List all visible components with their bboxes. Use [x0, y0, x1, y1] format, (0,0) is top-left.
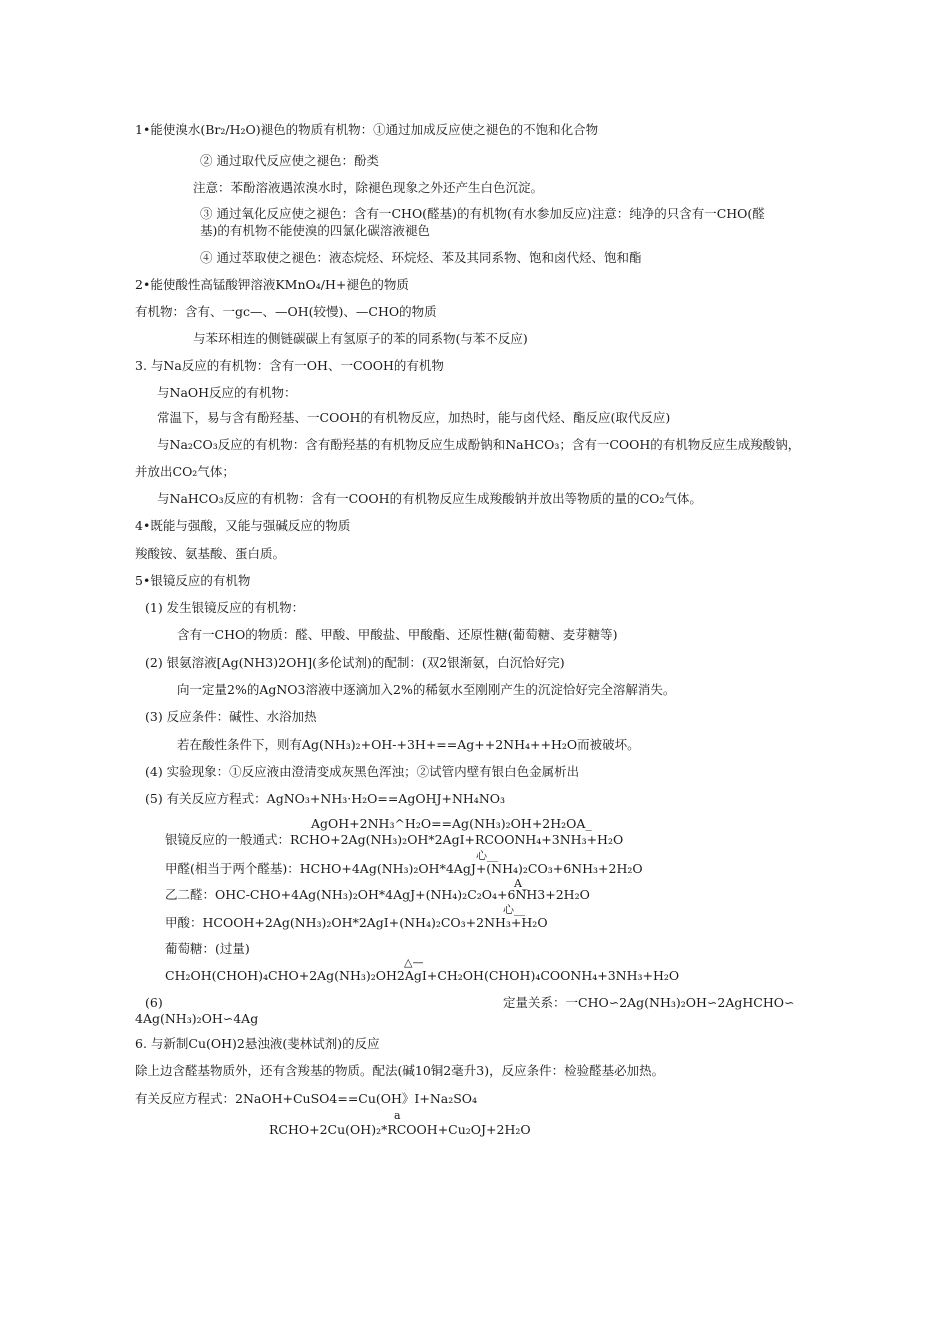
- text-line-l17: 羧酸铵、氨基酸、蛋白质。: [135, 546, 286, 561]
- text-line-l10: 3. 与Na反应的有机物：含有一OH、一COOH的有机物: [135, 358, 444, 373]
- text-line-l41: 6. 与新制Cu(OH)2悬浊液(斐林试剂)的反应: [135, 1036, 380, 1051]
- text-line-l06: ④ 通过萃取使之褪色：液态烷烃、环烷烃、苯及其同系物、饱和卤代烃、饱和酯: [200, 250, 642, 265]
- text-line-l15: 与NaHCO₃反应的有机物：含有一COOH的有机物反应生成羧酸钠并放出等物质的量的CO₂气体。: [157, 491, 702, 506]
- text-line-l40: 4Ag(NH₃)₂OH∽4Ag: [135, 1011, 259, 1026]
- text-line-l22: 向一定量2%的AgNO3溶液中逐滴加入2%的稀氨水至刚刚产生的沉淀恰好完全溶解消失。: [177, 682, 676, 697]
- text-line-l44: a: [394, 1109, 401, 1122]
- text-line-l42: 除上边含醛基物质外，还有含羧基的物质。配法(碱10铜2毫升3)，反应条件：检验醛基必加热。: [135, 1063, 665, 1078]
- text-line-l39: 定量关系：一CHO∽2Ag(NH₃)₂OH∽2AgHCHO∽: [503, 995, 795, 1010]
- text-line-l27: AgOH+2NH₃^H₂O==Ag(NH₃)₂OH+2H₂OA_: [311, 816, 592, 831]
- text-line-l23: (3) 反应条件：碱性、水浴加热: [145, 709, 317, 724]
- text-line-l14: 并放出CO₂气体；: [135, 464, 235, 479]
- text-line-l21: (2) 银氨溶液[Ag(NH3)2OH](多伦试剂)的配制：(双2银渐氨，白沉恰好完): [145, 655, 565, 670]
- text-line-l09: 与苯环相连的侧链碳碳上有氢原子的苯的同系物(与苯不反应): [193, 331, 528, 346]
- text-line-l30: 甲醛(相当于两个醛基)：HCHO+4Ag(NH₃)₂OH*4AgJ+(NH₄)₂CO₃+6NH₃+2H₂O: [165, 861, 643, 876]
- text-line-l45: RCHO+2Cu(OH)₂*RCOOH+Cu₂OJ+2H₂O: [269, 1122, 531, 1137]
- text-line-l07: 2•能使酸性高锰酸钾溶液KMnO₄/H+褪色的物质: [135, 277, 409, 292]
- text-line-l05: 基)的有机物不能使溴的四氯化碳溶液褪色: [200, 223, 430, 238]
- text-line-l08: 有机物：含有、一gc—、—OH(较慢)、—CHO的物质: [135, 304, 437, 319]
- text-line-l36: △—: [404, 956, 424, 969]
- text-line-l26: (5) 有关反应方程式：AgNO₃+NH₃·H₂O==AgOHJ+NH₄NO₃: [145, 791, 506, 806]
- text-line-l24: 若在酸性条件下，则有Ag(NH₃)₂+OH-+3H+==Ag++2NH₄++H₂O而被破坏。: [177, 737, 640, 752]
- text-line-l04: ③ 通过氧化反应使之褪色：含有一CHO(醛基)的有机物(有水参加反应)注意：纯净的只含有一CHO(醛: [200, 206, 765, 221]
- text-line-l25: (4) 实验现象：①反应液由澄清变成灰黑色浑浊；②试管内壁有银白色金属析出: [145, 764, 580, 779]
- text-line-l38: (6): [145, 995, 163, 1010]
- text-line-l16: 4•既能与强酸，又能与强碱反应的物质: [135, 518, 351, 533]
- text-line-l33: 心__: [503, 903, 525, 916]
- text-line-l13: 与Na₂CO₃反应的有机物：含有酚羟基的有机物反应生成酚钠和NaHCO₃；含有一COOH的有机物反应生成羧酸钠，: [157, 437, 801, 452]
- text-line-l01: 1•能使溴水(Br₂/H₂O)褪色的物质有机物：①通过加成反应使之褪色的不饱和化合物: [135, 122, 599, 137]
- text-line-l43: 有关反应方程式：2NaOH+CuSO4==Cu(OH》I+Na₂SO₄: [135, 1091, 478, 1106]
- text-line-l12: 常温下，易与含有酚羟基、一COOH的有机物反应，加热时，能与卤代烃、酯反应(取代反应): [157, 410, 671, 425]
- text-line-l19: (1) 发生银镜反应的有机物：: [145, 600, 305, 615]
- text-line-l32: 乙二醛：OHC-CHO+4Ag(NH₃)₂OH*4AgJ+(NH₄)₂C₂O₄+6NH3+2H₂O: [165, 887, 590, 902]
- text-line-l02: ② 通过取代反应使之褪色：酚类: [200, 153, 379, 168]
- text-line-l35: 葡萄糖：(过量): [165, 941, 250, 956]
- text-line-l03: 注意：苯酚溶液遇浓溴水时，除褪色现象之外还产生白色沉淀。: [193, 180, 544, 195]
- text-line-l31: A_: [514, 877, 528, 890]
- text-line-l37: CH₂OH(CHOH)₄CHO+2Ag(NH₃)₂OH2AgI+CH₂OH(CHOH)₄COONH₄+3NH₃+H₂O: [165, 968, 680, 983]
- text-line-l20: 含有一CHO的物质：醛、甲酸、甲酸盐、甲酸酯、还原性糖(葡萄糖、麦芽糖等): [177, 627, 618, 642]
- text-line-l28: 银镜反应的一般通式：RCHO+2Ag(NH₃)₂OH*2AgI+RCOONH₄+3NH₃+H₂O: [165, 832, 624, 847]
- text-line-l29: 心__: [476, 849, 498, 862]
- text-line-l18: 5•银镜反应的有机物: [135, 573, 251, 588]
- text-line-l11: 与NaOH反应的有机物：: [157, 385, 297, 400]
- text-line-l34: 甲酸：HCOOH+2Ag(NH₃)₂OH*2AgI+(NH₄)₂CO₃+2NH₃+H₂O: [165, 915, 548, 930]
